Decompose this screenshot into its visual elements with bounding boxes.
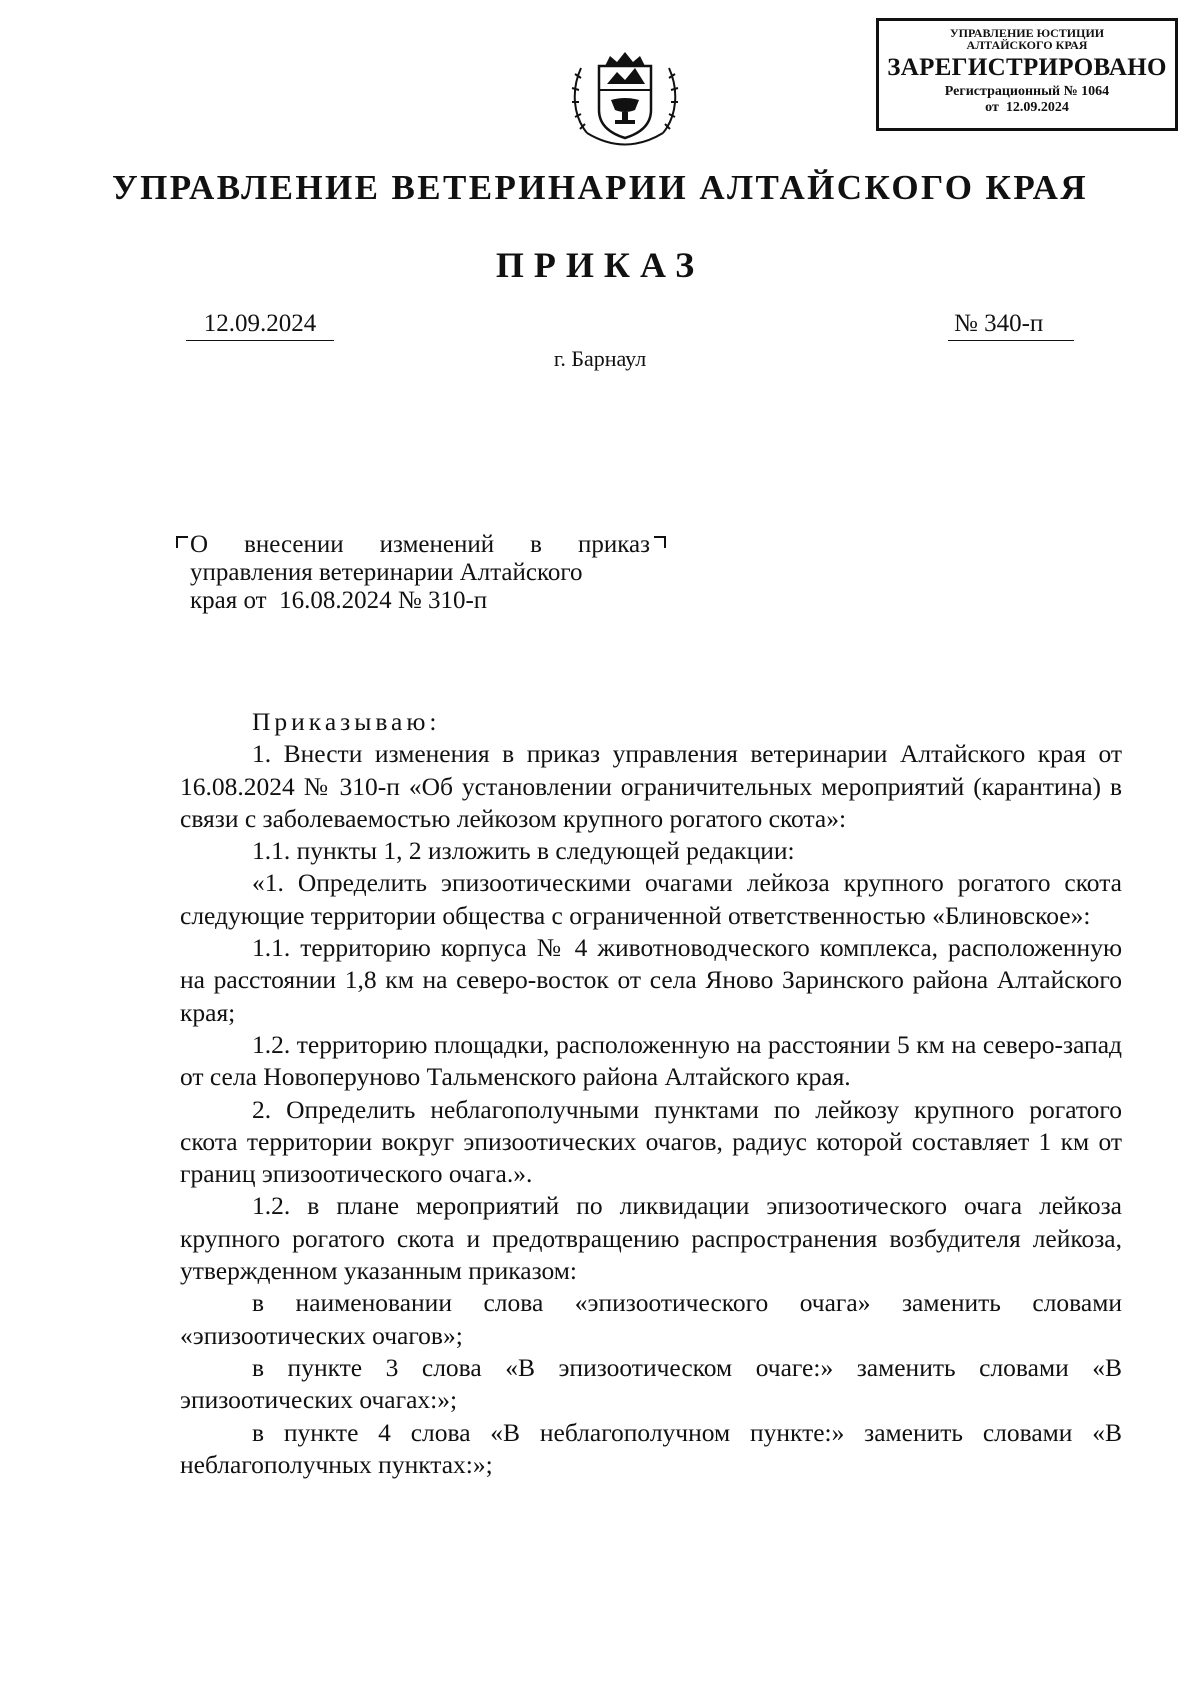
paragraph: «1. Определить эпизоотическими очагами лейкоза крупного рогатого скота следующие территории общества с ограниченной ответственностью «Блиновское»: bbox=[180, 868, 1122, 930]
paragraph: 2. Определить неблагополучными пунктами по лейкозу крупного рогатого скота территории вокруг эпизоотических очагов, радиус которой составляет 1 км от границ эпизоотического очага.». bbox=[180, 1094, 1122, 1189]
paragraph: 1.1. территорию корпуса № 4 животноводческого комплекса, расположенную на расстоянии 1,8 км на северо-восток от села Яново Заринского района Алтайского края; bbox=[180, 933, 1122, 1027]
registration-stamp bbox=[876, 18, 1178, 131]
stamp-authority-line2: АЛТАЙСКОГО КРАЯ bbox=[966, 38, 1088, 52]
paragraph: в пункте 4 слова «В неблагополучном пункте:» заменить словами «В неблагополучных пунктах:»; bbox=[180, 1417, 1122, 1479]
document-city: г. Барнаул bbox=[553, 346, 647, 371]
stamp-reg-number: Регистрационный № 1064 bbox=[944, 84, 1110, 99]
document-body bbox=[180, 706, 1122, 1481]
stamp-authority-line1: УПРАВЛЕНИЕ ЮСТИЦИИ bbox=[949, 26, 1105, 40]
coat-of-arms-icon bbox=[565, 38, 685, 158]
subject-bracket-right bbox=[654, 536, 666, 548]
paragraph: в пункте 3 слова «В эпизоотическом очаге:» заменить словами «В эпизоотических очагах:»; bbox=[180, 1352, 1122, 1415]
document-number: № 340-п bbox=[948, 310, 1074, 341]
paragraph: 1.2. в плане мероприятий по ликвидации эпизоотического очага лейкоза крупного рогатого скота и предотвращению распространения возбудителя лейкоза, утвержденном указанным приказом: bbox=[180, 1191, 1122, 1286]
subject-line: О внесении изменений в приказ bbox=[190, 531, 650, 558]
subject-line: управления ветеринарии Алтайского bbox=[190, 559, 583, 586]
document-subject bbox=[190, 531, 650, 615]
stamp-status: ЗАРЕГИСТРИРОВАНО bbox=[887, 54, 1167, 81]
subject-line: края от 16.08.2024 № 310-п bbox=[190, 587, 488, 614]
paragraph: 1. Внести изменения в приказ управления ветеринарии Алтайского края от 16.08.2024 № 310-п «Об установлении ограничительных мероприятий (карантина) в связи с заболеваемостью лейкозом крупного рогатого скота»: bbox=[180, 739, 1122, 833]
order-intro: Приказываю: bbox=[252, 707, 441, 736]
paragraph: в наименовании слова «эпизоотического очага» заменить словами «эпизоотических очагов»; bbox=[180, 1288, 1122, 1350]
stamp-reg-date: от 12.09.2024 bbox=[985, 100, 1069, 115]
subject-bracket-left bbox=[176, 536, 188, 548]
organization-title: УПРАВЛЕНИЕ ВЕТЕРИНАРИИ АЛТАЙСКОГО КРАЯ bbox=[112, 168, 1088, 207]
paragraph: 1.2. территорию площадки, расположенную на расстоянии 5 км на северо-запад от села Новоперуново Тальменского района Алтайского края. bbox=[180, 1029, 1122, 1092]
paragraph: 1.1. пункты 1, 2 изложить в следующей редакции: bbox=[252, 836, 795, 866]
document-date: 12.09.2024 bbox=[186, 310, 334, 341]
document-type: ПРИКАЗ bbox=[495, 245, 705, 285]
